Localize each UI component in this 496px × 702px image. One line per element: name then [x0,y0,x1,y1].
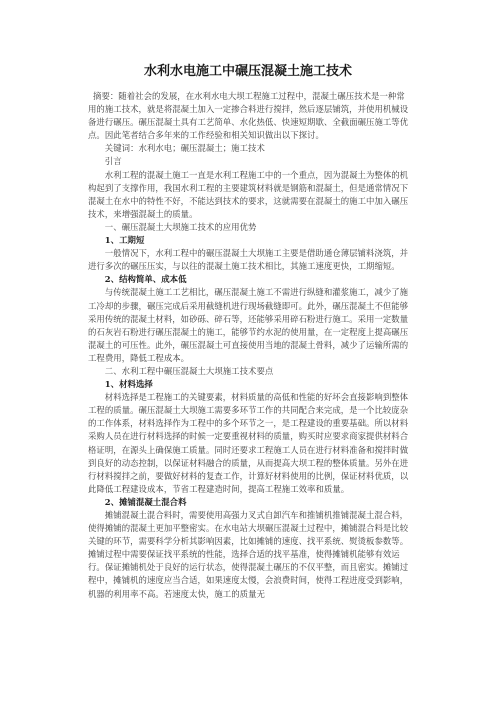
intro-paragraph: 水利工程的混凝土施工一直是水利工程施工中的一个重点，因为混凝土为整体的机构起到了支撑作用，我国水利工程的主要建筑材料就是钢筋和混凝土，但是通常情况下混凝土在水中的特性不好，不能达到技术的要求，这就需要在混凝土的施工中加入碾压技术，来增强混凝土的质量。 [88,169,409,219]
section-2-1-heading: 1、材料选择 [104,379,153,390]
section-1-2-paragraph: 与传统混凝土施工工艺相比，碾压混凝土施工不需进行纵缝和灌浆施工，减少了施工冷却的步骤，碾压完成后采用截缝机进行现场截缝即可。此外，碾压混凝土不但能够采用传统的混凝土材料，如砂砾、碎石等，还能够采用碎石粉进行施工。采用一定数量的石灰岩石粉进行碾压混凝土的施工，能够节约水泥的使用量，在一定程度上提高碾压混凝土的可压性。此外，碾压混凝土可直接使用当地的混凝土骨料，减少了运输所需的工程费用，降低工程成本。 [88,287,409,363]
section-1-1-paragraph: 一般情况下，水利工程中的碾压混凝土大坝施工主要是借助通仓薄层铺料浇筑，并进行多次的碾压压实，与以往的混凝土施工技术相比，其施工速度更快，工期缩短。 [88,248,409,272]
section-2-2-heading: 2、摊铺混凝土混合料 [104,496,187,507]
section-1-heading: 一、碾压混凝土大坝施工技术的应用优势 [104,221,257,232]
section-2-heading: 二、水利工程中碾压混凝土大坝施工技术要点 [104,365,274,376]
abstract-paragraph: 摘要：随着社会的发展，在水利水电大坝工程施工过程中，混凝土碾压技术是一种常用的施工技术，就是将混凝土加入一定掺合料进行搅拌，然后逐层铺筑，并使用机械设备进行碾压。碾压混凝土具有工艺简单、水化热低、快速短期歇、全截面碾压施工等优点。因此笔者结合多年来的工作经验和相关知识做出以下探讨。 [88,91,409,141]
section-1-1-heading: 1、工期短 [104,235,145,246]
section-1-2-heading: 2、结构简单、成本低 [104,274,187,285]
document-body [88,90,412,601]
document-title: 水利水电施工中碾压混凝土施工技术 [143,64,352,79]
intro-heading: 引言 [104,156,122,167]
section-2-2-paragraph: 摊铺混凝土混合料时，需要使用高强力叉式自卸汽车和推铺机推铺混凝土混合料，使得摊铺的混凝土更加平整密实。在水电站大坝碾压混凝土过程中，摊铺混合料是比较关键的环节，需要科学分析其影响因素，比如摊铺的速度、找平系统、熨烫板参数等。摊铺过程中需要保证找平系统的性能，选择合适的找平基准，使得摊铺机能够有效运行。保证摊铺机处于良好的运行状态，使得混凝土碾压的不仅平整，而且密实。摊铺过程中，摊铺机的速度应当合适，如果速度太慢，会浪费时间，使得工程进度受到影响，机器的利用率不高。若速度太快，施工的质量无 [88,510,409,599]
keywords-line: 关键词：水利水电；碾压混凝土；施工技术 [104,143,265,154]
section-2-1-paragraph: 材料选择是工程施工的关键要素，材料质量的高低和性能的好坏会直接影响到整体工程的质量。碾压混凝土大坝施工需要多环节工作的共同配合来完成，是一个比较庞杂的工作体系，材料选择作为工程中的多个环节之一，是工程建设的重要基础。所以材料采购人员在进行材料选择的时候一定要重视材料的质量，购买时应要求商家提供材料合格证明，在源头上确保施工质量。同时还要求工程施工人员在进行材料准备和搅拌时做到良好的动态控制，以保证材料融合的质量，从而提高大坝工程的整体质量。另外在进行材料搅拌之前，要做好材料的复查工作，计算好材料使用的比例，保证材料优质，以此降低工程建设成本，节省工程建造时间，提高工程施工效率和质量。 [88,392,409,494]
